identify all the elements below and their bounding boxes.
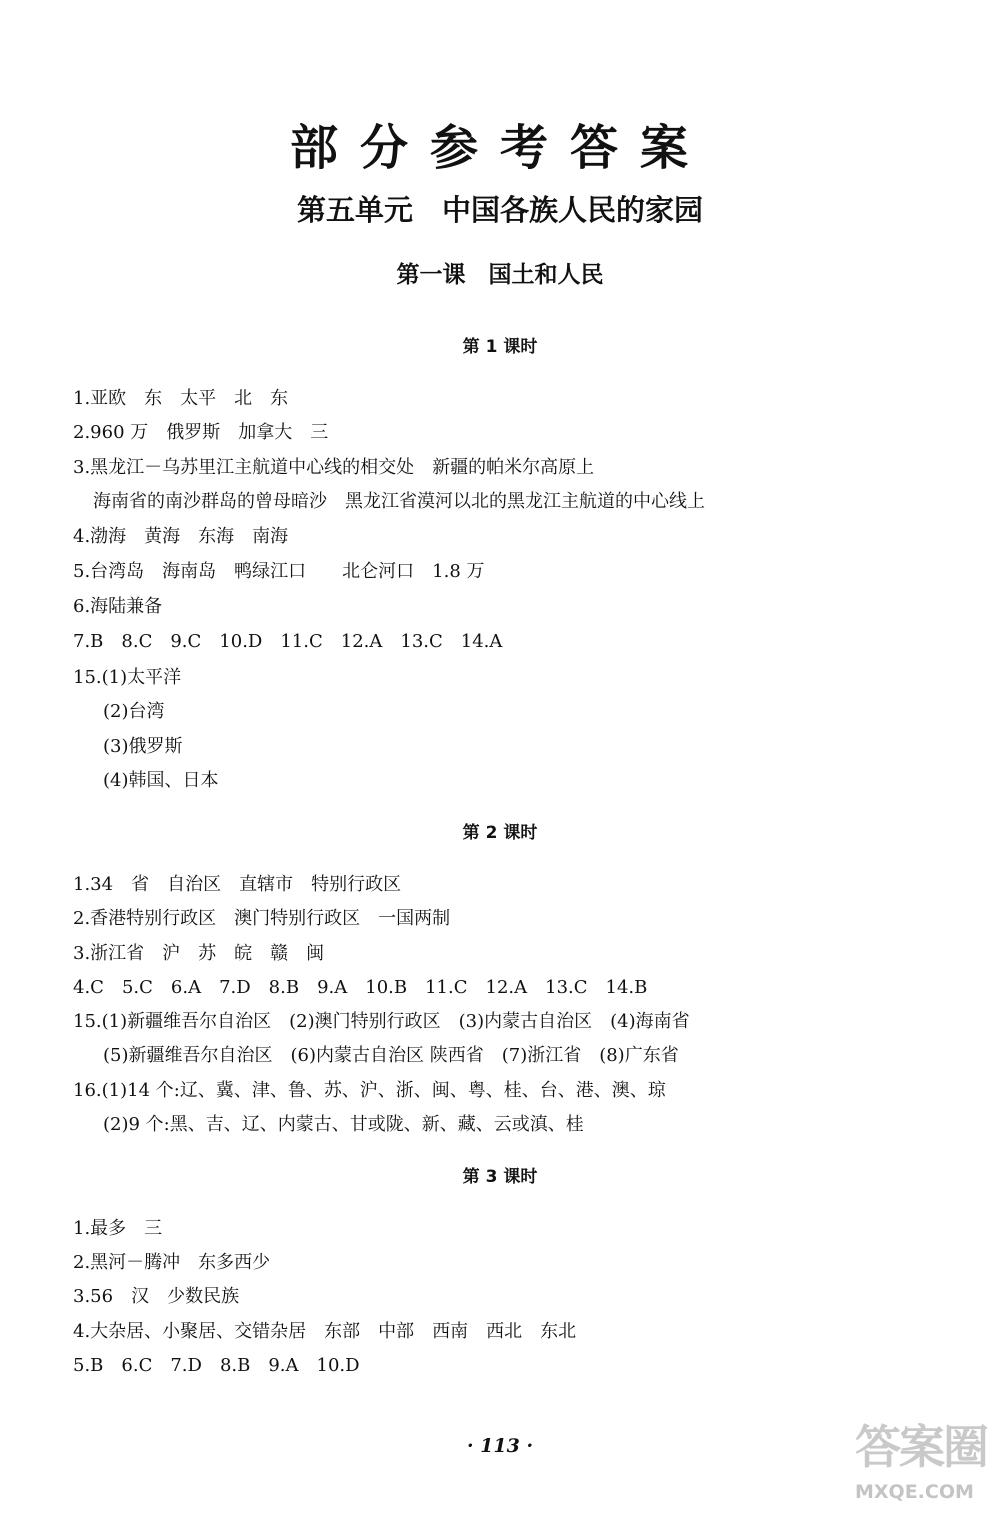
answer-line: 2.960 万 俄罗斯 加拿大 三 (73, 422, 329, 443)
answer-line: 3.浙江省 沪 苏 皖 赣 闽 (73, 943, 325, 964)
answer-line: 5.B 6.C 7.D 8.B 9.A 10.D (73, 1355, 360, 1376)
answer-line: 2.黑河－腾冲 东多西少 (73, 1252, 271, 1273)
answer-line: (5)新疆维吾尔自治区 (6)内蒙古自治区 陕西省 (7)浙江省 (8)广东省 (103, 1045, 679, 1066)
lesson-heading: 第一课 国土和人民 (396, 261, 604, 288)
section-heading-2: 第 2 课时 (462, 823, 538, 843)
answer-line: 2.香港特别行政区 澳门特别行政区 一国两制 (73, 908, 451, 929)
answer-line: 1.亚欧 东 太平 北 东 (73, 388, 289, 409)
answer-line: 3.黑龙江－乌苏里江主航道中心线的相交处 新疆的帕米尔高原上 (73, 457, 595, 478)
answer-line: 16.(1)14 个:辽、冀、津、鲁、苏、沪、浙、闽、粤、桂、台、港、澳、琼 (73, 1080, 666, 1101)
section-heading-1: 第 1 课时 (462, 337, 538, 357)
answer-line: 1.最多 三 (73, 1218, 163, 1239)
answer-line: 15.(1)新疆维吾尔自治区 (2)澳门特别行政区 (3)内蒙古自治区 (4)海南省 (73, 1011, 690, 1032)
unit-heading: 第五单元 中国各族人民的家园 (296, 193, 703, 227)
answer-line: (2)9 个:黑、吉、辽、内蒙古、甘或陇、新、藏、云或滇、桂 (103, 1114, 584, 1135)
answer-line: 4.大杂居、小聚居、交错杂居 东部 中部 西南 西北 东北 (73, 1321, 577, 1342)
page-number: · 113 · (466, 1435, 534, 1457)
answer-line: 4.C 5.C 6.A 7.D 8.B 9.A 10.B 11.C 12.A 13.C 14.B (73, 977, 648, 998)
answer-line: 4.渤海 黄海 东海 南海 (73, 526, 289, 547)
answer-line: 7.B 8.C 9.C 10.D 11.C 12.A 13.C 14.A (73, 631, 503, 652)
answer-line: (4)韩国、日本 (103, 770, 219, 791)
answer-line: 15.(1)太平洋 (73, 667, 182, 688)
watermark-url: MXQE.COM (855, 1481, 974, 1503)
answer-line: (3)俄罗斯 (103, 736, 183, 757)
answer-line: 1.34 省 自治区 直辖市 特别行政区 (73, 874, 402, 895)
section-heading-3: 第 3 课时 (462, 1167, 538, 1187)
page-title: 部分参考答案 (289, 120, 710, 176)
watermark-logo: 答案圈 (855, 1420, 987, 1474)
answer-line: 5.台湾岛 海南岛 鸭绿江口 北仑河口 1.8 万 (73, 561, 485, 582)
watermark (855, 1418, 995, 1510)
answer-line: (2)台湾 (103, 701, 165, 722)
answer-line: 6.海陆兼备 (73, 596, 163, 617)
answer-line: 海南省的南沙群岛的曾母暗沙 黑龙江省漠河以北的黑龙江主航道的中心线上 (93, 491, 705, 512)
answer-line: 3.56 汉 少数民族 (73, 1286, 240, 1307)
